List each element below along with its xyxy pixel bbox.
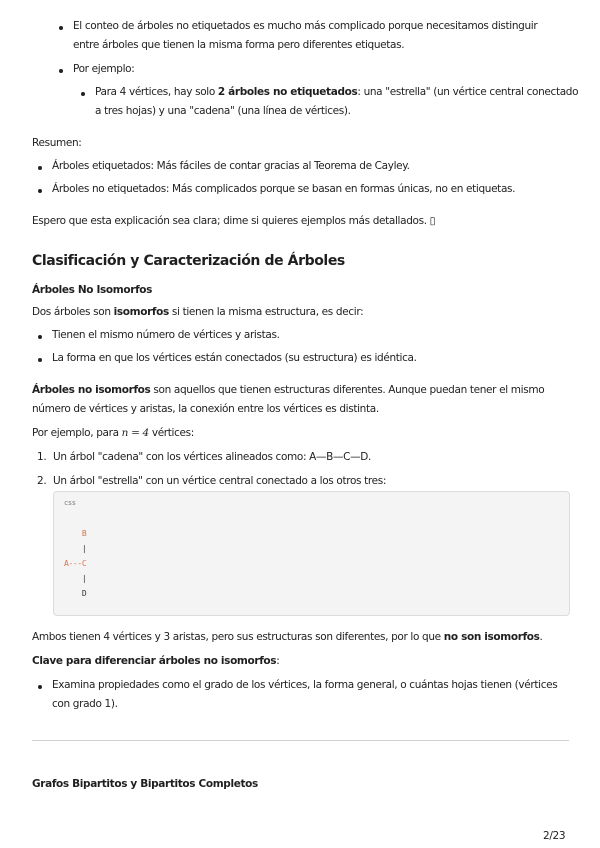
text: entre árboles que tienen la misma forma pero diferentes etiquetas. [73,39,405,51]
list-item: Árboles etiquetados: Más fáciles de contar gracias al Teorema de Cayley. [52,160,410,172]
page-number: 2/23 [543,830,566,842]
text: . [539,631,543,643]
list-item [95,86,578,98]
list-number: 1. [37,451,47,463]
paragraph [32,631,543,643]
text: vértices: [148,427,194,439]
text: Por ejemplo, para [32,427,122,439]
bold-text: no son isomorfos [443,631,540,643]
list-item: Árboles no etiquetados: Más complicados porque se basan en formas únicas, no en etiquetas. [52,183,516,195]
text: si tienen la misma estructura, es decir: [168,306,364,318]
code-line: | [81,574,87,583]
paragraph [32,384,544,396]
code-block [53,491,570,616]
list-item: Un árbol "cadena" con los vértices alineados como: A—B—C—D. [53,451,372,463]
list-item [73,20,537,32]
list-number: 2. [37,475,47,487]
summary-label: Resumen: [32,137,82,149]
math: n = 4 [121,427,149,439]
code-line: | [81,544,87,553]
closing-text: Espero que esta explicación sea clara; dime si quieres ejemplos más detallados. ▯ [32,215,436,227]
text: : [276,655,280,667]
text: El conteo de árboles no etiquetados es mucho más complicado porque necesitamos distinguir [73,20,538,32]
code-language: css [64,499,76,507]
section-title: Clasificación y Caracterización de Árboles [32,253,345,269]
list-item: Por ejemplo: [73,63,135,75]
code-line: D [81,589,87,598]
code-line: A---C [64,559,87,568]
next-section-title: Grafos Bipartitos y Bipartitos Completos [32,778,258,790]
subsection-title: Árboles No Isomorfos [32,284,153,296]
text: Para 4 vértices, hay solo [95,86,218,98]
list-item: Un árbol "estrella" con un vértice central conectado a los otros tres: [53,475,387,487]
text: son aquellos que tienen estructuras diferentes. Aunque puedan tener el mismo [150,384,545,396]
text: Dos árboles son [32,306,114,318]
text: con grado 1). [52,698,118,710]
code-content [64,526,86,601]
list-item: Tienen el mismo número de vértices y aristas. [52,329,280,341]
bold-text: isomorfos [113,306,169,318]
list-item: La forma en que los vértices están conectados (su estructura) es idéntica. [52,352,417,364]
text: : una "estrella" (un vértice central conectado [357,86,579,98]
text: Ambos tienen 4 vértices y 3 aristas, pero sus estructuras son diferentes, por lo que [32,631,444,643]
list-item: Examina propiedades como el grado de los vértices, la forma general, o cuántas hojas tienen (vértices [52,679,558,691]
bold-text: Árboles no isomorfos [32,384,151,396]
code-line: B [81,529,87,538]
text: a tres hojas) y una "cadena" (una línea de vértices). [95,105,351,117]
divider [32,740,569,741]
paragraph [32,306,363,318]
paragraph [32,427,194,439]
text: número de vértices y aristas, la conexión entre los vértices es distinta. [32,403,379,415]
bold-text: 2 árboles no etiquetados [217,86,358,98]
paragraph [32,655,279,667]
bold-text: Clave para diferenciar árboles no isomorfos [32,655,277,667]
